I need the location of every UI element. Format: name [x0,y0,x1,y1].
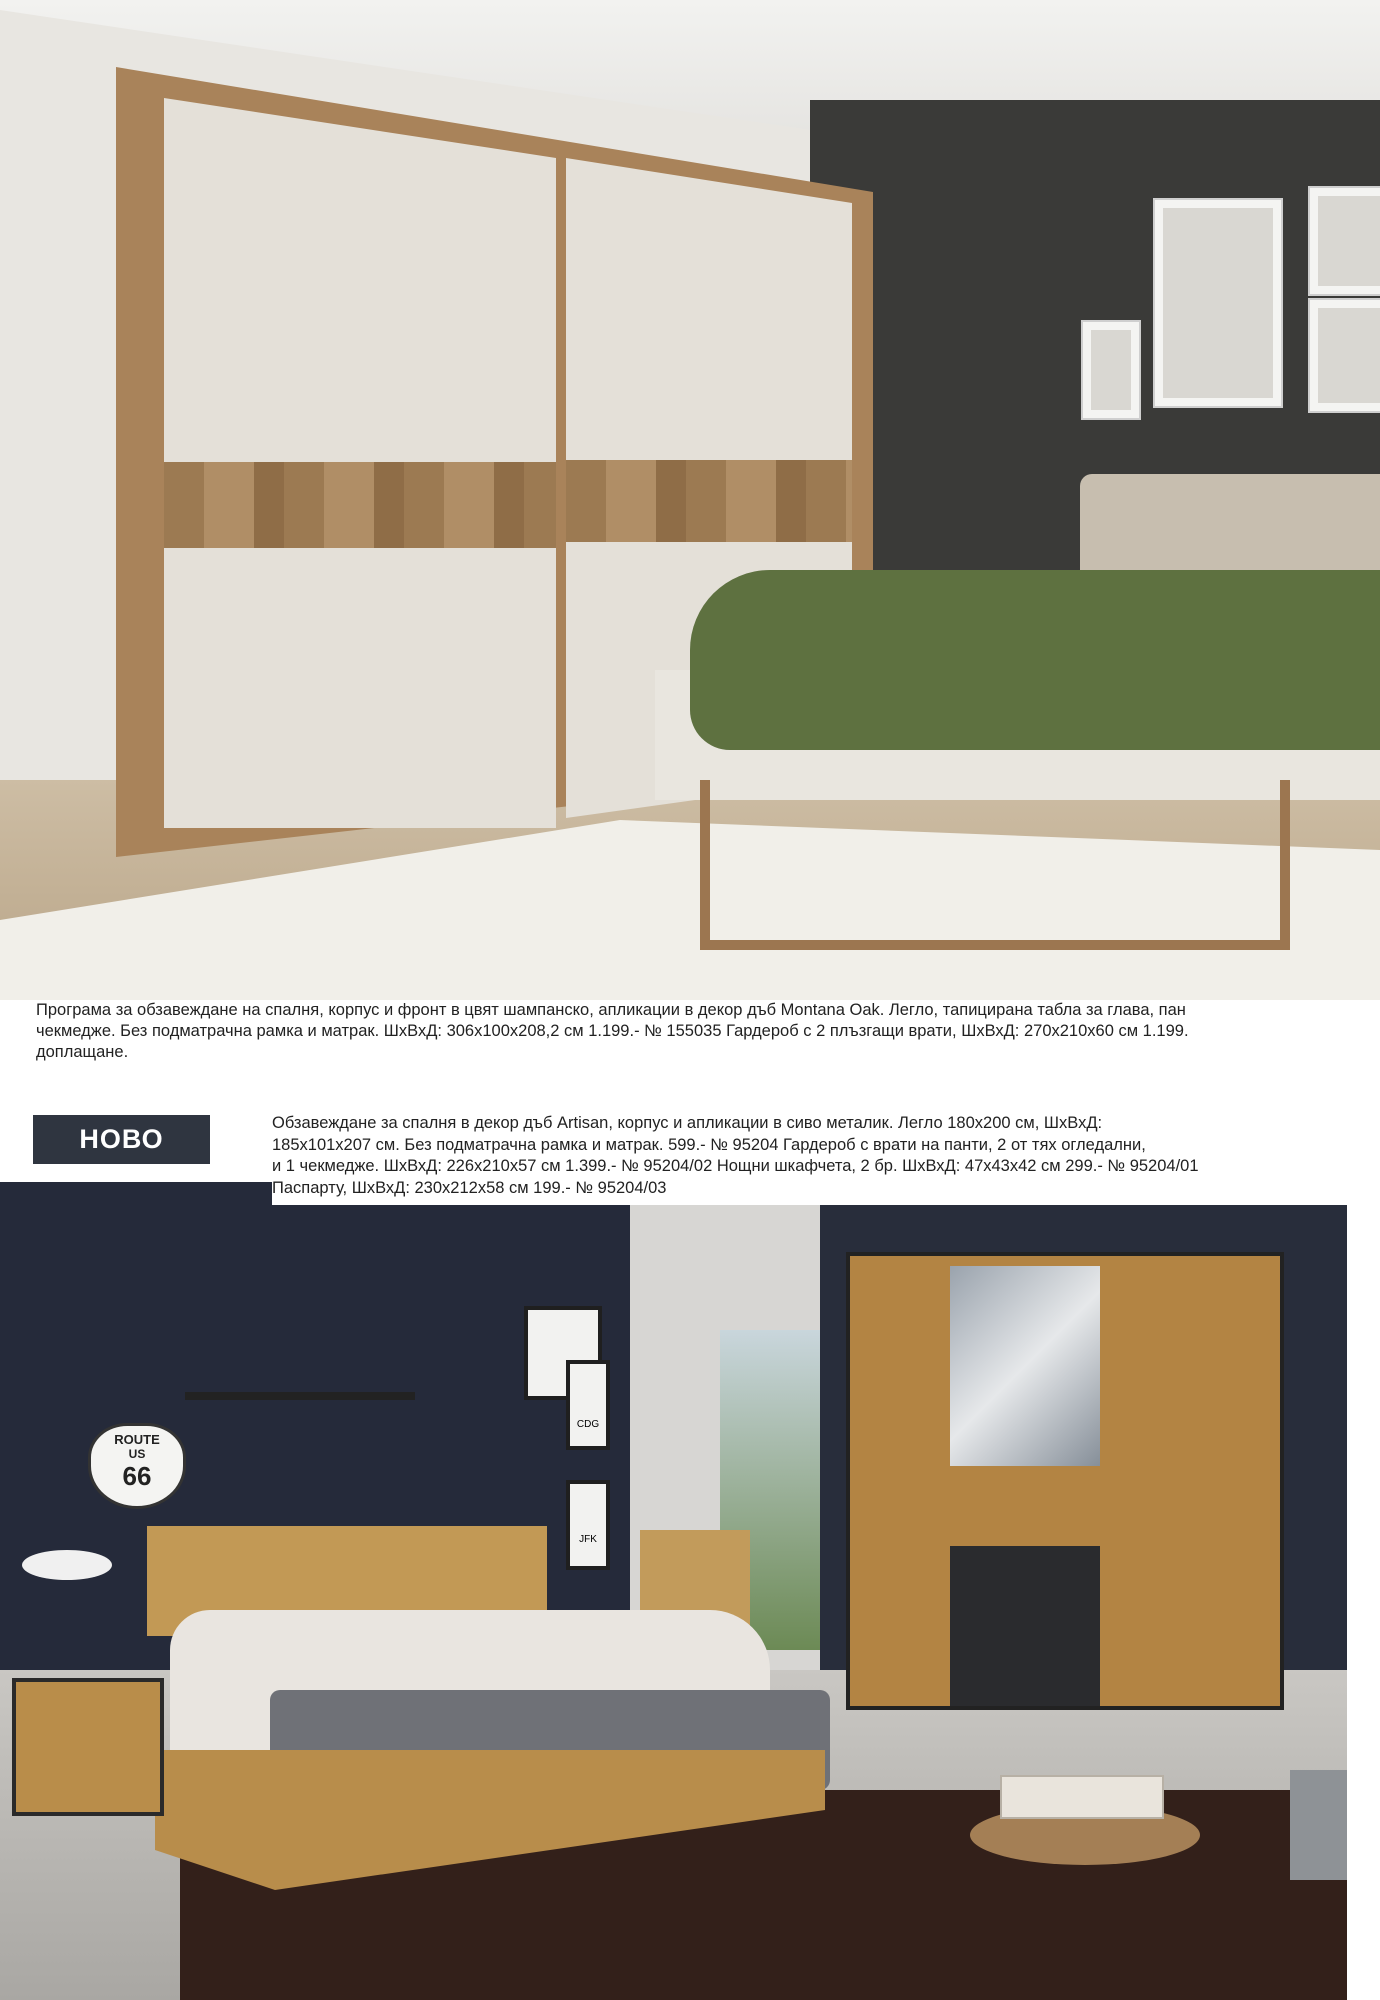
oak-band-left [164,462,556,548]
bottom-bedroom-photo [0,1110,1347,2000]
sign-us: US [128,1447,146,1461]
poster-jfk-label: JFK [579,1534,597,1545]
wall-shelf [185,1392,415,1400]
poster-jfk [566,1480,610,1570]
bottom-caption-line-3: и 1 чекмедже. ШхВхД: 226x210x57 см 1.399.- № 95204/02 Нощни шкафчета, 2 бр. ШхВхД: 47x43x42 см 299.- № 95204/01 [272,1157,1199,1175]
nightstand [12,1678,164,1816]
wardrobe-dark-doors [950,1546,1100,1706]
bottom-caption-line-2: 185x101x207 см. Без подматрачна рамка и матрак. 599.- № 95204 Гардероб с врати на панти, 2 от тях огледални, [272,1135,1146,1154]
book-stack [1000,1775,1164,1819]
grey-trunk [1290,1770,1347,1880]
wall-frame-3 [1083,322,1139,418]
page-margin [1347,1110,1380,2000]
wall-frame-4 [1310,300,1380,411]
sign-route: ROUTE [114,1432,160,1447]
upholstered-headboard [1080,474,1380,584]
table-lamp [22,1550,112,1580]
new-badge: НОВО [33,1115,210,1164]
sign-number: 66 [122,1461,152,1491]
bottom-caption-line-4: Паспарту, ШхВхД: 230x212x58 см 199.- № 95204/03 [272,1178,667,1197]
top-caption-line-3: доплащане. [36,1043,129,1061]
bottom-caption-line-1: Обзавеждане за спалня в декор дъб Artisan, корпус и апликации в сиво металик. Легло 180х200 см, ШхВхД: [272,1114,1103,1132]
poster-cdg-label: CDG [576,1419,600,1430]
wardrobe-mirror-doors [950,1266,1100,1466]
bottom-caption [272,1110,1347,1205]
route-66-sign [88,1423,186,1509]
green-duvet [690,570,1380,750]
wall-frame-1 [1155,200,1281,406]
top-caption [36,1000,1380,1063]
oak-band-right [566,460,852,542]
poster-cdg [566,1360,610,1450]
wall-frame-2 [1310,188,1380,294]
spacer [0,1076,1380,1110]
top-caption-line-2: чекмедже. Без подматрачна рамка и матрак. ШхВхД: 306х100х208,2 см 1.199.- № 155035 Гардероб с 2 плъзгащи врати, ШхВхД: 270х210х60 см 1.199. [36,1022,1189,1040]
hinged-wardrobe [846,1252,1284,1710]
top-caption-line-1: Програма за обзавеждане на спалня, корпус и фронт в цвят шампанско, апликации в декор дъб Montana Oak. Легло, тапицирана табла за глава, пан [36,1001,1186,1019]
bed-oak-leg [700,780,1290,950]
